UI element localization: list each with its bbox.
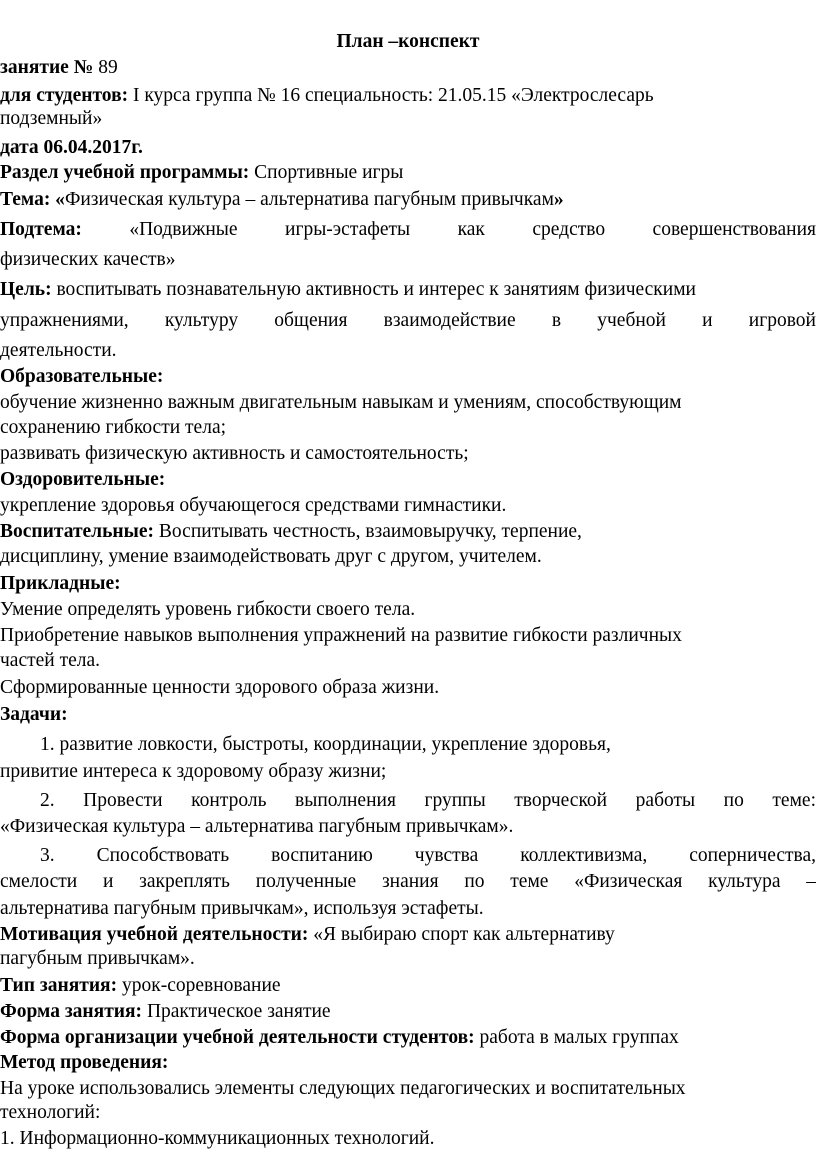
goal-line-3: деятельности. — [0, 340, 117, 361]
section-line — [0, 161, 816, 185]
upbringing-line-2: дисциплину, умение взаимодействовать друг с другом, учителем. — [0, 546, 542, 567]
task-3-line-1: 3. Способствовать воспитанию чувства коллективизма, соперничества, — [40, 845, 816, 866]
page-title: План –конспект — [336, 31, 480, 52]
applied-line-2: Приобретение навыков выполнения упражнений на развитие гибкости различных — [0, 625, 682, 646]
subtopic-value: «Подвижные игры-эстафеты как средство совершенствования — [129, 219, 816, 240]
topic-close: » — [553, 189, 564, 210]
educational-heading: Образовательные: — [0, 366, 164, 387]
motivation-label: Мотивация учебной деятельности: — [0, 924, 309, 945]
educational-line-1: обучение жизненно важным двигательным навыкам и умениям, способствующим — [0, 392, 682, 413]
students-line — [0, 84, 816, 108]
task-1-line-1: 1. развитие ловкости, быстроты, координации, укрепление здоровья, — [40, 734, 611, 755]
students-label: для студентов: — [0, 85, 129, 106]
tasks-heading: Задачи: — [0, 704, 68, 725]
lesson-number-value: 89 — [93, 57, 118, 78]
health-heading: Оздоровительные: — [0, 469, 166, 490]
health-line-1: укрепление здоровья обучающегося средствами гимнастики. — [0, 495, 507, 516]
applied-line-1: Умение определять уровень гибкости своего тела. — [0, 599, 416, 620]
method-heading: Метод проведения: — [0, 1052, 169, 1073]
task-2-line-2: «Физическая культура – альтернатива пагубным привычкам». — [0, 816, 514, 837]
upbringing-label: Воспитательные: — [0, 521, 155, 542]
students-value: I курса группа № 16 специальность: 21.05.15 «Электрослесарь — [128, 85, 654, 106]
topic-value: Физическая культура – альтернатива пагубным привычкам — [64, 189, 554, 210]
task-1-line-2: привитие интереса к здоровому образу жизни; — [0, 761, 387, 782]
motivation-line-2: пагубным привычкам». — [0, 948, 195, 969]
students-line-2: подземный» — [0, 108, 103, 129]
applied-line-3: частей тела. — [0, 650, 101, 671]
lesson-number-label: занятие № — [0, 57, 94, 78]
lesson-type-line — [0, 974, 816, 998]
method-line-2: технологий: — [0, 1102, 101, 1123]
educational-line-2: сохранению гибкости тела; — [0, 417, 227, 438]
upbringing-line — [0, 520, 816, 544]
lesson-number-line — [0, 56, 816, 80]
subtopic-line — [0, 218, 816, 242]
lesson-type-value: урок-соревнование — [117, 975, 281, 996]
task-3-line-3: альтернатива пагубным привычкам», используя эстафеты. — [0, 898, 484, 919]
goal-line-2: упражнениями, культуру общения взаимодействие в учебной и игровой — [0, 310, 816, 331]
goal-value: воспитывать познавательную активность и интерес к занятиям физическими — [51, 279, 696, 300]
goal-line — [0, 278, 816, 302]
section-label: Раздел учебной программы: — [0, 162, 250, 183]
lesson-form-value: Практическое занятие — [142, 1001, 331, 1022]
org-form-line — [0, 1026, 816, 1050]
applied-heading: Прикладные: — [0, 573, 121, 594]
topic-line — [0, 188, 816, 212]
org-form-value: работа в малых группах — [474, 1027, 679, 1048]
motivation-line — [0, 923, 816, 947]
section-value: Спортивные игры — [249, 162, 404, 183]
goal-label: Цель: — [0, 279, 52, 300]
motivation-value: «Я выбираю спорт как альтернативу — [308, 924, 615, 945]
method-line-3: 1. Информационно-коммуникационных технологий. — [0, 1128, 435, 1149]
method-line-1: На уроке использовались элементы следующих педагогических и воспитательных — [0, 1078, 686, 1099]
task-2-line-1: 2. Провести контроль выполнения группы творческой работы по теме: — [40, 790, 816, 811]
topic-label: Тема: « — [0, 189, 65, 210]
educational-line-3: развивать физическую активность и самостоятельность; — [0, 443, 469, 464]
lesson-form-label: Форма занятия: — [0, 1001, 143, 1022]
task-3-line-2: смелости и закреплять полученные знания по теме «Физическая культура – — [0, 871, 816, 892]
lesson-form-line — [0, 1000, 816, 1024]
date-line: дата 06.04.2017г. — [0, 137, 143, 158]
org-form-label: Форма организации учебной деятельности студентов: — [0, 1027, 475, 1048]
upbringing-value: Воспитывать честность, взаимовыручку, терпение, — [154, 521, 582, 542]
subtopic-line-2: физических качеств» — [0, 249, 176, 270]
subtopic-label: Подтема: — [0, 219, 82, 240]
applied-line-4: Сформированные ценности здорового образа жизни. — [0, 677, 440, 698]
lesson-type-label: Тип занятия: — [0, 975, 118, 996]
